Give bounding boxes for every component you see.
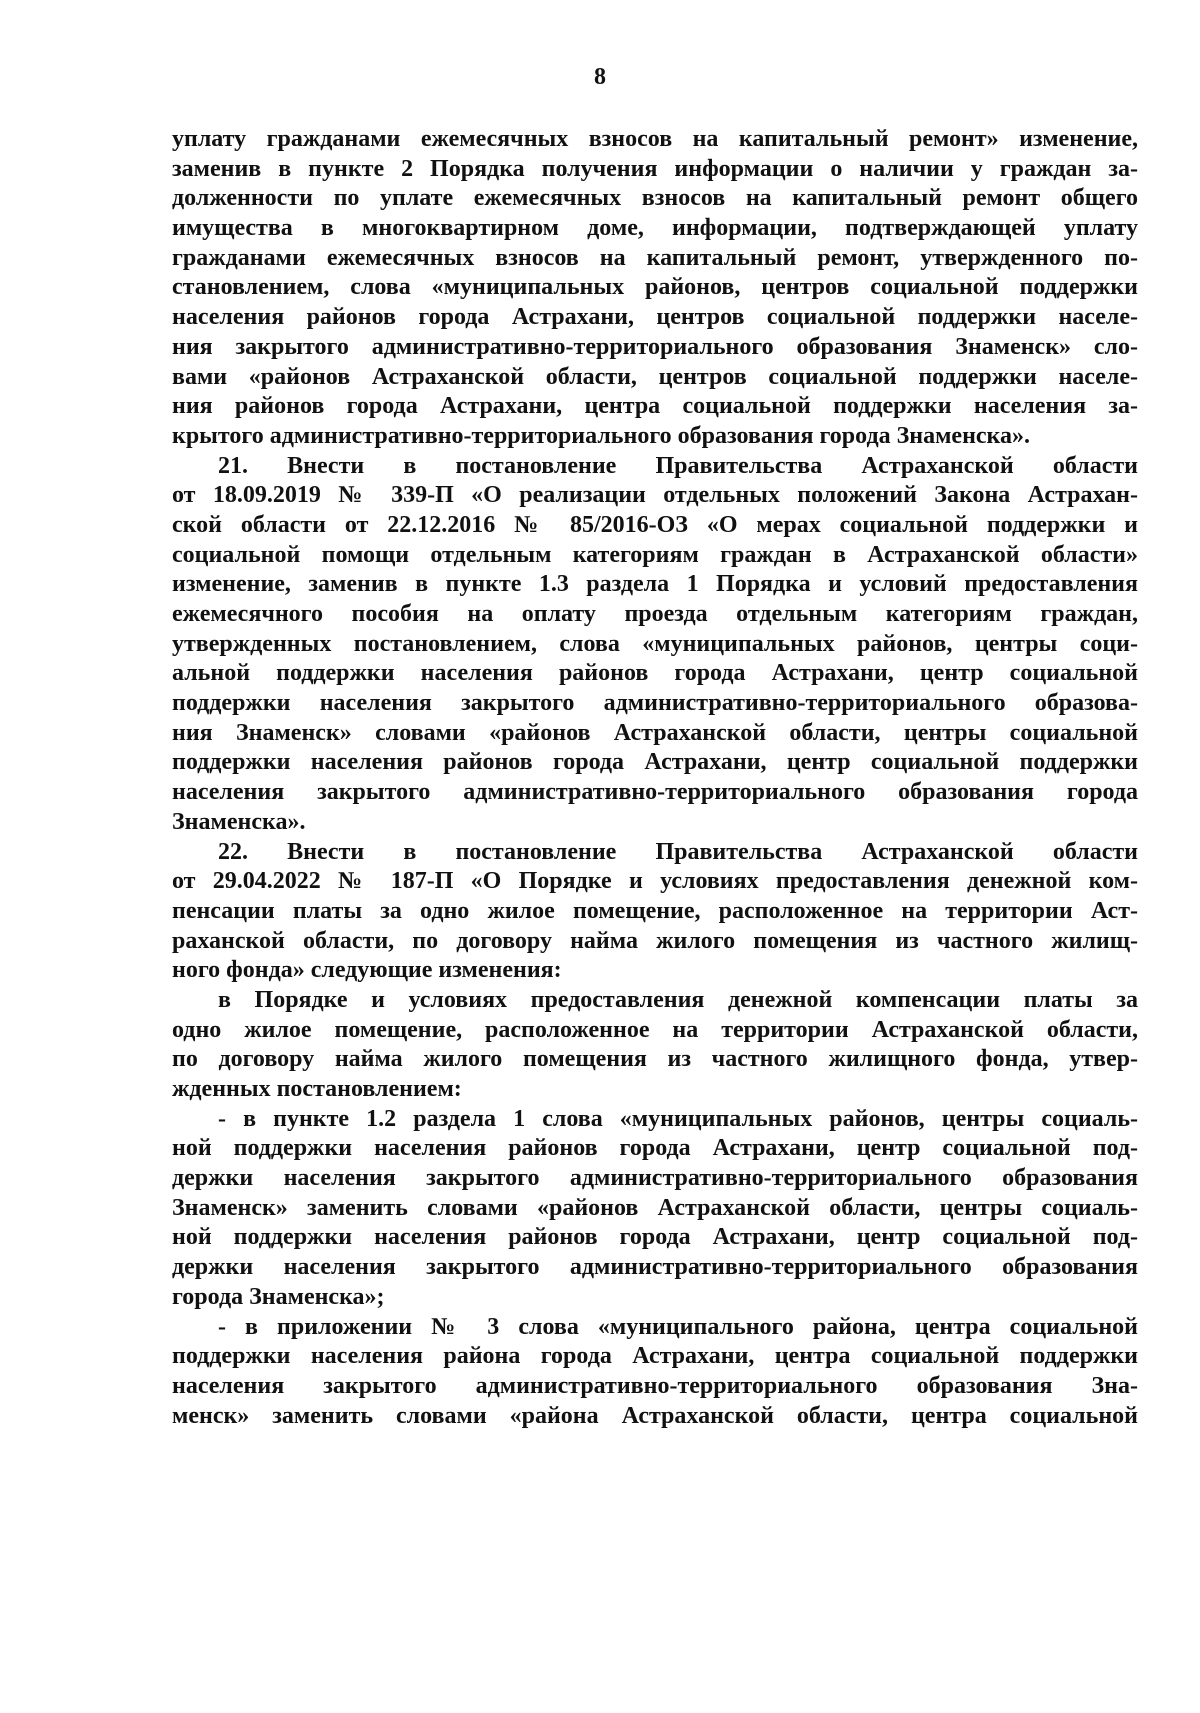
text-line: в Порядке и условиях предоставления денежной компенсации платы за <box>218 986 1138 1013</box>
text-line: держки населения закрытого административно-территориального образования <box>172 1165 1138 1192</box>
text-line: крытого административно-территориального образования города Знаменска». <box>172 422 1031 449</box>
text-line: ежемесячного пособия на оплату проезда отдельным категориям граждан, <box>172 601 1138 627</box>
text-line: ской области от 22.12.2016 № 85/2016-ОЗ «О мерах социальной поддержки и <box>172 511 1138 538</box>
text-line: поддержки населения закрытого административно-территориального образова- <box>172 690 1138 717</box>
paragraph-item-22 <box>172 838 1138 986</box>
text-line: по договору найма жилого помещения из частного жилищного фонда, утвер- <box>172 1046 1138 1073</box>
text-line: гражданами ежемесячных взносов на капитальный ремонт, утвержденного по- <box>172 244 1138 271</box>
text-line: утвержденных постановлением, слова «муниципальных районов, центры соци- <box>172 630 1138 657</box>
paragraph-item-21 <box>172 452 1138 838</box>
document-body <box>172 125 1138 1431</box>
text-line: раханской области, по договору найма жилого помещения из частного жилищ- <box>172 927 1138 954</box>
paragraph-order-intro <box>172 986 1138 1105</box>
text-line: ной поддержки населения районов города Астрахани, центр социальной под- <box>172 1224 1138 1251</box>
text-line: изменение, заменив в пункте 1.3 раздела 1 Порядка и условий предоставления <box>172 571 1138 598</box>
text-line: 22. Внести в постановление Правительства Астраханской области <box>218 838 1138 865</box>
text-line: 21. Внести в постановление Правительства Астраханской области <box>218 452 1138 479</box>
page-number: 8 <box>594 64 606 90</box>
text-line: альной поддержки населения районов города Астрахани, центр социальной <box>172 660 1138 687</box>
text-line: пенсации платы за одно жилое помещение, расположенное на территории Аст- <box>172 897 1138 924</box>
text-line: населения районов города Астрахани, центров социальной поддержки населе- <box>172 304 1138 331</box>
text-line: населения закрытого административно-территориального образования города <box>172 779 1138 806</box>
text-line: долженности по уплате ежемесячных взносов на капитальный ремонт общего <box>172 185 1138 212</box>
text-line: поддержки населения районов города Астрахани, центр социальной поддержки <box>172 749 1138 776</box>
text-line: держки населения закрытого административно-территориального образования <box>172 1254 1138 1281</box>
text-line: менск» заменить словами «района Астраханской области, центра социальной <box>172 1402 1138 1429</box>
text-line: уплату гражданами ежемесячных взносов на капитальный ремонт» изменение, <box>172 126 1138 152</box>
text-line: ния закрытого административно-территориального образования Знаменск» сло- <box>172 333 1138 360</box>
text-line: поддержки населения района города Астрахани, центра социальной поддержки <box>172 1343 1138 1370</box>
paragraph-continuation <box>172 125 1138 452</box>
text-line: вами «районов Астраханской области, центров социальной поддержки населе- <box>172 363 1138 390</box>
paragraph-dash-item-2 <box>172 1313 1138 1432</box>
text-line: одно жилое помещение, расположенное на территории Астраханской области, <box>172 1016 1138 1043</box>
text-line: - в приложении № 3 слова «муниципального района, центра социальной <box>218 1313 1138 1340</box>
text-line: - в пункте 1.2 раздела 1 слова «муниципальных районов, центры социаль- <box>218 1105 1138 1132</box>
text-line: заменив в пункте 2 Порядка получения информации о наличии у граждан за- <box>172 155 1138 182</box>
text-line: ния Знаменск» словами «районов Астраханской области, центры социальной <box>172 719 1138 746</box>
text-line: становлением, слова «муниципальных районов, центров социальной поддержки <box>172 274 1138 301</box>
text-line: жденных постановлением: <box>172 1076 462 1102</box>
text-line: Знаменск» заменить словами «районов Астраханской области, центры социаль- <box>172 1194 1138 1221</box>
text-line: ния районов города Астрахани, центра социальной поддержки населения за- <box>172 393 1138 420</box>
text-line: ного фонда» следующие изменения: <box>172 957 562 984</box>
paragraph-dash-item-1 <box>172 1105 1138 1313</box>
text-line: имущества в многоквартирном доме, информации, подтверждающей уплату <box>172 215 1138 242</box>
text-line: Знаменска». <box>172 808 306 835</box>
text-line: от 18.09.2019 № 339-П «О реализации отдельных положений Закона Астрахан- <box>172 482 1138 509</box>
text-line: города Знаменска»; <box>172 1283 385 1310</box>
text-line: от 29.04.2022 № 187-П «О Порядке и условиях предоставления денежной ком- <box>172 868 1138 895</box>
text-line: населения закрытого административно-территориального образования Зна- <box>172 1372 1138 1399</box>
text-line: социальной помощи отдельным категориям граждан в Астраханской области» <box>172 541 1138 568</box>
text-line: ной поддержки населения районов города Астрахани, центр социальной под- <box>172 1135 1138 1162</box>
